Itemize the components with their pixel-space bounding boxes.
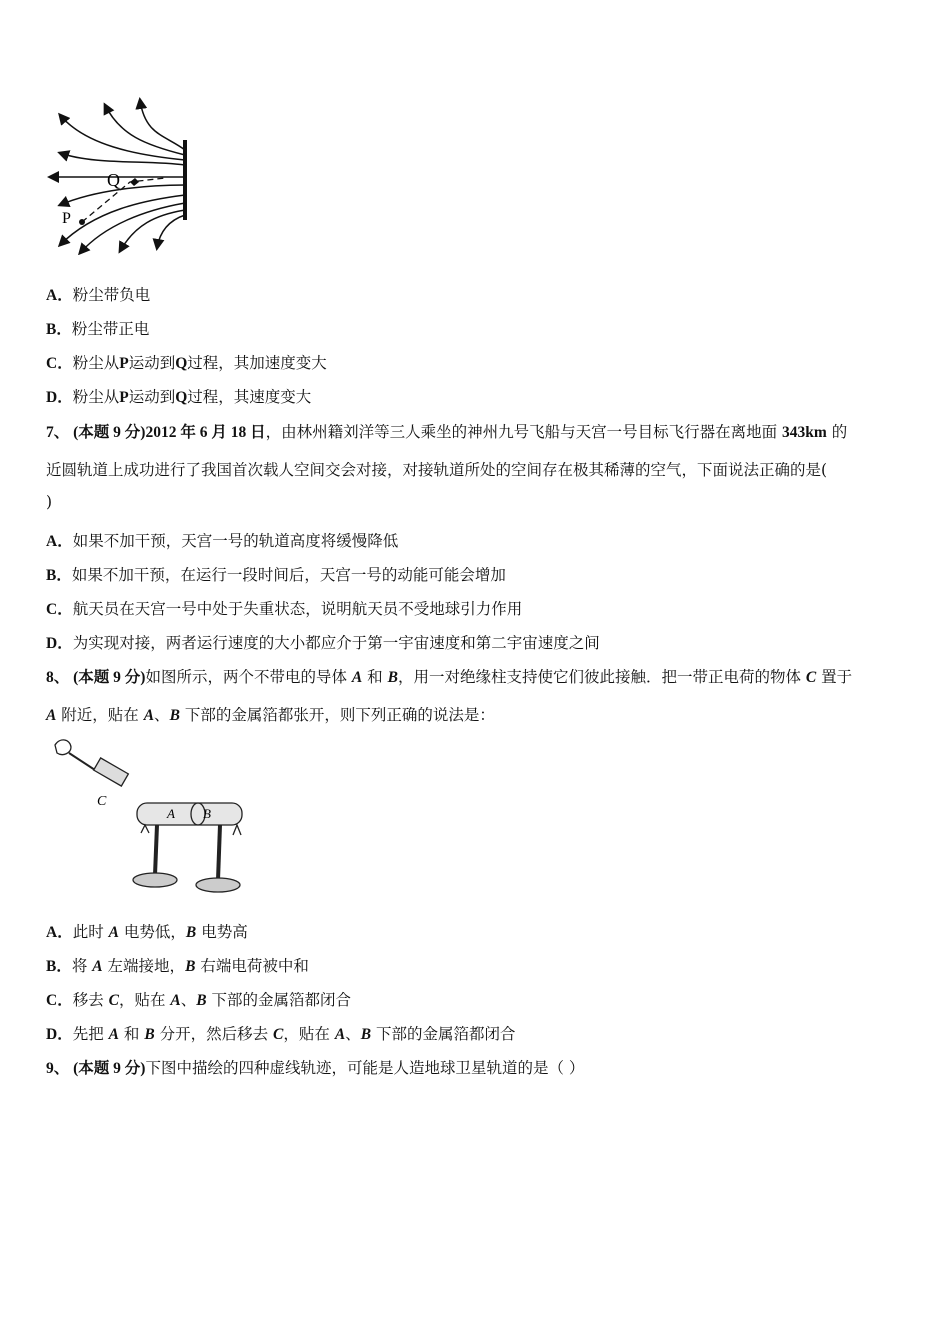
text-segment: A	[170, 992, 181, 1009]
text-segment: B．	[46, 567, 72, 584]
field-lines-figure	[45, 95, 195, 255]
q8-option-c	[46, 990, 351, 1011]
text-segment: 下部的金属箔都张开，则下列正确的说法是：	[179, 706, 495, 724]
q8-stem-line2	[46, 705, 495, 726]
text-segment: 右端电荷被中和	[195, 957, 309, 975]
text-segment: 过程，其速度变大	[187, 388, 312, 406]
text-segment: P	[119, 355, 129, 372]
text-segment: 将	[71, 957, 93, 975]
q6-option-a	[46, 285, 150, 306]
text-segment: 、	[345, 1025, 361, 1043]
text-segment: 和	[118, 1025, 145, 1043]
text-segment: 和	[362, 668, 388, 686]
text-segment: 的	[826, 423, 848, 441]
text-segment: Q	[175, 355, 188, 372]
text-segment: 8、 (本题 9 分)	[46, 669, 146, 686]
text-segment: 粉尘从	[72, 388, 120, 406]
text-segment: C	[273, 1026, 284, 1043]
text-segment: A	[46, 707, 57, 724]
text-segment: 电势高	[196, 923, 248, 941]
label-b: B	[203, 806, 211, 821]
text-segment: 粉尘带负电	[72, 286, 151, 304]
text-segment: 、	[154, 706, 170, 724]
text-segment: 近圆轨道上成功进行了我国首次载人空间交会对接，对接轨道所处的空间存在极其稀薄的空气，下面说法正确的是(	[46, 461, 828, 479]
text-segment: 左端接地，	[102, 957, 186, 975]
text-segment: 置于	[816, 668, 853, 686]
text-segment: 、	[180, 991, 197, 1009]
conductors-figure	[45, 735, 255, 895]
q7-option-c	[46, 599, 522, 620]
text-segment: 过程，其加速度变大	[187, 354, 327, 372]
q8-stem-line1	[46, 667, 852, 688]
text-segment: D．	[46, 1026, 73, 1043]
text-segment: B	[196, 992, 207, 1009]
q6-option-c	[46, 353, 327, 374]
text-segment: ，用一对绝缘柱支持使它们彼此接触．把一带正电荷的物体	[397, 668, 806, 686]
q8-option-b	[46, 956, 309, 977]
q7-option-a	[46, 531, 398, 552]
text-segment: A	[143, 707, 155, 724]
text-segment: 航天员在天宫一号中处于失重状态，说明航天员不受地球引力作用	[72, 600, 523, 618]
text-segment: A．	[46, 287, 73, 304]
text-segment: D．	[46, 635, 73, 652]
text-segment: 下部的金属箔都闭合	[206, 991, 352, 1009]
text-segment: P	[119, 389, 129, 406]
text-segment: B	[144, 1026, 155, 1043]
text-segment: 附近，贴在	[56, 706, 144, 724]
q8-option-a	[46, 922, 248, 943]
text-segment: B	[185, 924, 197, 941]
q8-option-d	[46, 1024, 515, 1045]
text-segment: A	[92, 958, 103, 975]
text-segment: A	[108, 924, 119, 941]
text-segment: ，贴在	[118, 991, 171, 1009]
text-segment: 如果不加干预，天宫一号的轨道高度将缓慢降低	[72, 532, 399, 550]
text-segment: A	[108, 1026, 119, 1043]
text-segment: ，由林州籍刘洋等三人乘坐的神州九号飞船与天宫一号目标飞行器在离地面	[265, 423, 783, 441]
text-segment: 先把	[72, 1025, 109, 1043]
label-c: C	[97, 794, 107, 809]
text-segment: )	[46, 493, 53, 511]
text-segment: 粉尘带正电	[71, 320, 150, 338]
text-segment: 运动到	[128, 388, 176, 406]
text-segment: D．	[46, 389, 73, 406]
text-segment: C．	[46, 355, 73, 372]
text-segment: 如果不加干预，在运行一段时间后，天宫一号的动能可能会增加	[71, 566, 506, 584]
text-segment: 下图中描绘的四种虚线轨迹，可能是人造地球卫星轨道的是（ ）	[145, 1059, 585, 1077]
text-segment: 粉尘从	[72, 354, 120, 372]
text-segment: C．	[46, 992, 73, 1009]
q6-option-d	[46, 387, 311, 408]
label-a: A	[167, 806, 175, 821]
q9-stem-line1	[46, 1058, 584, 1079]
q7-stem-line3	[46, 492, 52, 512]
q6-option-b	[46, 319, 149, 340]
text-segment: Q	[175, 389, 188, 406]
text-segment: 7、 (本题 9 分)2012 年 6 月 18 日	[46, 424, 266, 441]
text-segment: 移去	[72, 991, 109, 1009]
text-segment: B	[360, 1026, 372, 1043]
text-segment: A	[334, 1026, 346, 1043]
text-segment: 9、 (本题 9 分)	[46, 1060, 146, 1077]
q7-stem-line2	[46, 460, 827, 480]
q7-option-b	[46, 565, 506, 586]
text-segment: B．	[46, 958, 72, 975]
text-segment: B	[185, 958, 196, 975]
text-segment: 电势低，	[118, 923, 186, 941]
text-segment: C．	[46, 601, 73, 618]
text-segment: C	[108, 992, 119, 1009]
label-q: Q	[107, 170, 120, 190]
text-segment: 运动到	[128, 354, 176, 372]
text-segment: 343km	[782, 424, 827, 441]
text-segment: 分开，然后移去	[154, 1025, 274, 1043]
text-segment: B	[169, 707, 180, 724]
text-segment: A．	[46, 533, 73, 550]
text-segment: ，贴在	[283, 1025, 335, 1043]
text-segment: C	[805, 669, 817, 686]
text-segment: A．	[46, 924, 73, 941]
text-segment: B．	[46, 321, 72, 338]
text-segment: 为实现对接，两者运行速度的大小都应介于第一宇宙速度和第二宇宙速度之间	[72, 634, 600, 652]
text-segment: A	[351, 669, 363, 686]
text-segment: 此时	[72, 923, 109, 941]
q7-option-d	[46, 633, 600, 654]
text-segment: B	[387, 669, 398, 686]
text-segment: 如图所示，两个不带电的导体	[145, 668, 352, 686]
q7-stem-line1	[46, 422, 847, 443]
label-p: P	[62, 210, 71, 227]
text-segment: 下部的金属箔都闭合	[371, 1025, 516, 1043]
